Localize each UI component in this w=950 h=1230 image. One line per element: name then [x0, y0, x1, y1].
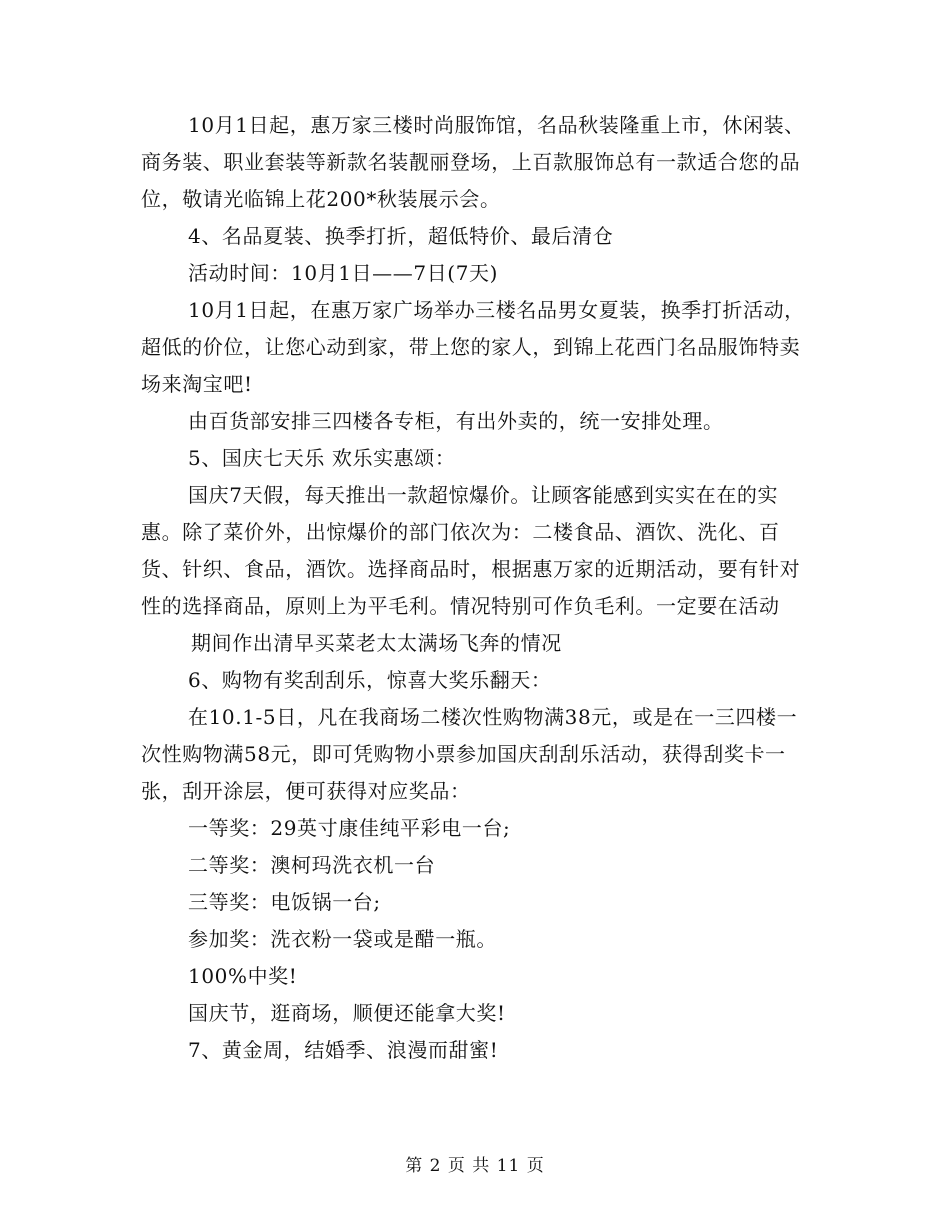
document-body: [141, 107, 809, 1069]
page-number-footer: 第 2 页 共 11 页: [405, 1156, 545, 1176]
heading-national-day-seven-days: 5、国庆七天乐 欢乐实惠颂：: [188, 446, 456, 470]
prize-participation: 参加奖：洗衣粉一袋或是醋一瓶。: [188, 927, 497, 951]
paragraph-scratch-card-rules: 在10.1-5日，凡在我商场二楼次性购物满38元，或是在一三四楼一次性购物满58元，即可凭购物小票参加国庆刮刮乐活动，获得刮奖卡一张，刮开涂层，便可获得对应奖品：: [141, 705, 798, 803]
activity-time: 活动时间：10月1日——7日(7天): [188, 261, 499, 285]
paragraph-summer-sale: 10月1日起，在惠万家广场举办三楼名品男女夏装，换季打折活动，超低的价位，让您心动到家，带上您的家人，到锦上花西门名品服饰特卖场来淘宝吧!: [141, 298, 805, 396]
prize-guarantee: 100%中奖!: [188, 964, 298, 988]
paragraph-daily-deals: [141, 477, 809, 662]
paragraph-autumn-launch: 10月1日起，惠万家三楼时尚服饰馆，名品秋装隆重上市，休闲装、商务装、职业套装等新款名装靓丽登场，上百款服饰总有一款适合您的品位，敬请光临锦上花200*秋装展示会。: [141, 113, 805, 211]
heading-scratch-card: 6、购物有奖刮刮乐，惊喜大奖乐翻天：: [188, 668, 552, 692]
prize-second: 二等奖：澳柯玛洗衣机一台: [188, 853, 436, 877]
heading-summer-clearance: 4、名品夏装、换季打折，超低特价、最后清仓: [188, 224, 614, 248]
heading-golden-week-wedding: 7、黄金周，结婚季、浪漫而甜蜜!: [188, 1038, 499, 1062]
slogan: 国庆节，逛商场，顺便还能拿大奖!: [188, 1001, 506, 1025]
paragraph-daily-deals-tail: 期间作出清早买菜老太太满场飞奔的情况: [191, 631, 562, 655]
paragraph-daily-deals-main: 国庆7天假，每天推出一款超惊爆价。让顾客能感到实实在在的实惠。除了菜价外，出惊爆价的部门依次为：二楼食品、酒饮、洗化、百货、针织、食品，酒饮。选择商品时，根据惠万家的近期活动，要有针对性的选择商品，原则上为平毛利。情况特别可作负毛利。一定要在活动: [141, 483, 801, 618]
prize-third: 三等奖：电饭锅一台;: [188, 890, 381, 914]
prize-first: 一等奖：29英寸康佳纯平彩电一台;: [188, 816, 511, 840]
paragraph-department-arrangement: 由百货部安排三四楼各专柜，有出外卖的，统一安排处理。: [188, 409, 724, 433]
